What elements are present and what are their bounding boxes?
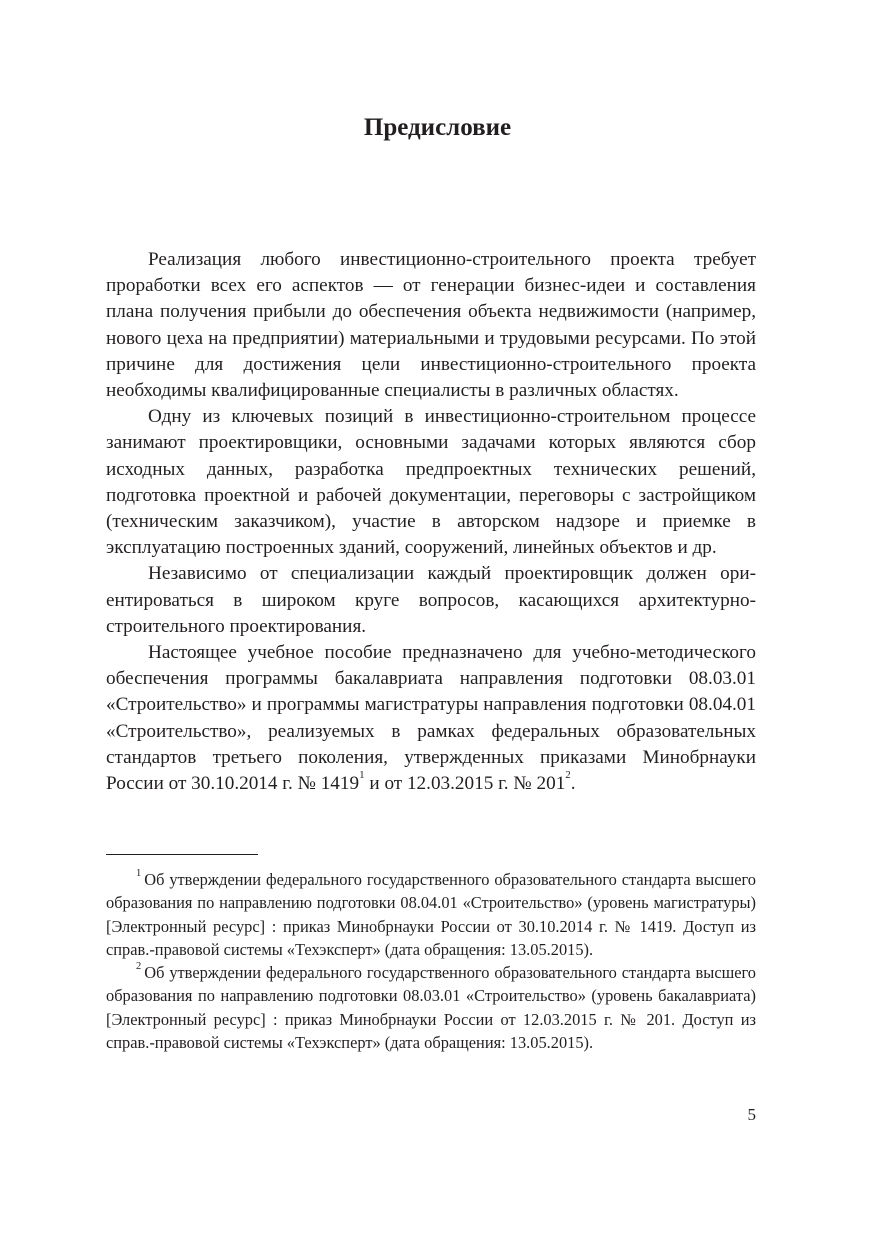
page-title: Предисловие	[363, 114, 512, 141]
footnote-ref-1: 1	[359, 769, 365, 782]
main-text	[106, 247, 756, 797]
footnote	[106, 868, 756, 961]
paragraph: Реализация любого инвестиционно-строительного проекта требует проработки всех его аспектов — от генерации бизнес-идеи и составления плана получения прибыли до обеспечения объекта недвижимости (например, нового цеха на предприятии) материальными и трудовыми ресурсами. По этой причине для достижения цели инвестиционно-строительного проекта необходимы квалифицированные специалисты в различных областях.	[106, 249, 756, 402]
footnote-ref-2: 2	[565, 769, 571, 782]
footnote-mark: 2	[136, 961, 142, 973]
paragraph-text: и от 12.03.2015 г. № 201	[364, 773, 566, 795]
footnote-mark: 1	[136, 868, 142, 879]
paragraph-end: .	[570, 773, 576, 795]
paragraph: Независимо от специализации каждый проектировщик должен ориентироваться в широком круге вопросов, касающихся архитектурно-строительного проектирования.	[106, 563, 756, 637]
paragraph-with-footnote-refs	[106, 640, 756, 797]
footnote	[106, 961, 756, 1054]
footnotes	[106, 868, 756, 1054]
paragraph: Одну из ключевых позиций в инвестиционно-строительном процессе занимают проектировщики, основными задачами которых являются сбор исходных данных, разработка предпроектных технических решений, подготовка проектной и рабочей документации, переговоры с застройщиком (техническим заказчиком), участие в авторском надзоре и приемке в эксплуатацию построенных зданий, сооружений, линейных объектов и др.	[106, 406, 756, 559]
footnote-text: Об утверждении федерального государственного образовательного стандарта высшего образования по направлению подготовки 08.04.01 «Строительство» (уровень магистратуры) [Электронный ресурс] : приказ Минобрнауки России от 30.10.2014 г. № 1419. Доступ из справ.-правовой системы «Техэксперт» (дата обращения: 13.05.2015).	[106, 870, 756, 959]
page-number: 5	[747, 1105, 756, 1124]
footnote-separator	[106, 854, 258, 855]
footnote-text: Об утверждении федерального государственного образовательного стандарта высшего образования по направлению подготовки 08.03.01 «Строительство» (уровень бакалавриата) [Электронный ресурс] : приказ Минобрнауки России от 12.03.2015 г. № 201. Доступ из справ.-правовой системы «Техэксперт» (дата обращения: 13.05.2015).	[106, 963, 756, 1053]
paragraph-text: Настоящее учебное пособие предназначено для учебно-методического обеспечения программы бакалавриата направления подготовки 08.03.01 «Строительство» и программы магистратуры направления подготовки 08.04.01 «Строительство», реализуемых в рамках федеральных образовательных стандартов третьего поколения, утвержденных приказами Минобрнауки России от 30.10.2014 г. № 1419	[106, 642, 756, 795]
